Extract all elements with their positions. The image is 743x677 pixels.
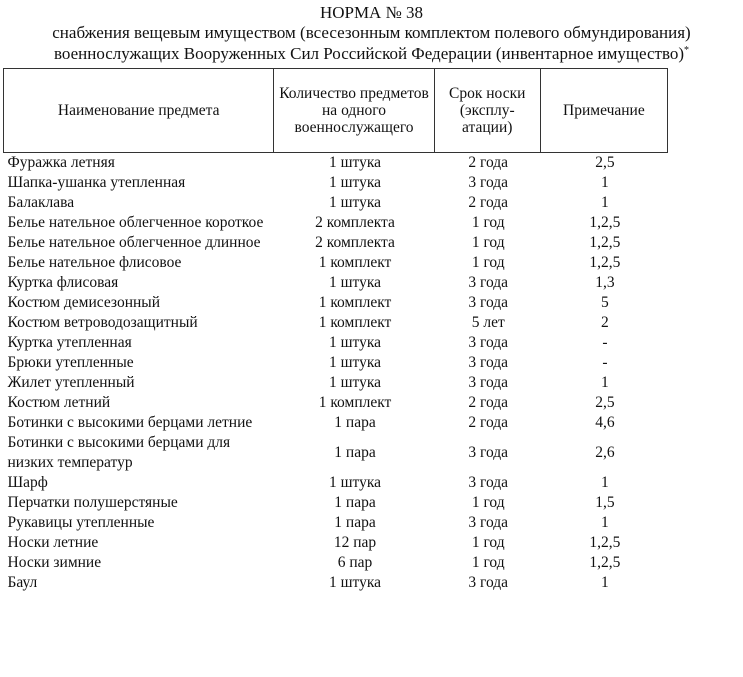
- cell-item-name: Костюм демисезонный: [7, 294, 161, 311]
- table-row: [4, 433, 668, 473]
- cell-note: 1: [601, 174, 609, 191]
- cell-note: 2,5: [595, 394, 615, 411]
- cell-note: 1: [601, 374, 609, 391]
- cell-item-name: Костюм ветроводозащитный: [7, 314, 198, 331]
- cell-quantity: 1 штука: [328, 274, 382, 291]
- cell-term: 2 года: [468, 394, 509, 411]
- cell-term: 2 года: [468, 194, 509, 211]
- table-row: [4, 493, 668, 513]
- cell-quantity: 2 комплекта: [315, 234, 395, 251]
- cell-term: 1 год: [471, 494, 505, 511]
- document-subtitle-line-1: снабжения вещевым имуществом (всесезонным комплектом полевого обмундирования): [52, 23, 691, 42]
- document-subtitle-line-2: [0, 44, 743, 64]
- table-row: [4, 413, 668, 433]
- table-row: [4, 193, 668, 213]
- table-row: [4, 273, 668, 293]
- cell-quantity: 6 пар: [337, 554, 373, 571]
- cell-term: 5 лет: [471, 314, 505, 331]
- cell-term: 1 год: [471, 234, 505, 251]
- cell-quantity: 1 штука: [328, 174, 382, 191]
- cell-quantity: 1 штука: [328, 194, 382, 211]
- table-row: [4, 553, 668, 573]
- table-row: [4, 573, 668, 593]
- header-note: Примечание: [540, 69, 667, 153]
- cell-item-name: Куртка флисовая: [7, 274, 119, 291]
- cell-quantity: 1 комплект: [318, 314, 392, 331]
- footnote-mark: *: [684, 45, 690, 56]
- cell-item-name: Белье нательное флисовое: [7, 254, 182, 271]
- cell-quantity: 12 пар: [333, 534, 377, 551]
- cell-note: 1,2,5: [589, 214, 621, 231]
- cell-note: 2,5: [595, 154, 615, 171]
- cell-item-name: Куртка утепленная: [7, 334, 132, 351]
- cell-note: 2: [601, 314, 609, 331]
- table-body: [4, 153, 668, 594]
- cell-item-name: Костюм летний: [7, 394, 111, 411]
- cell-item-name: Белье нательное облегченное короткое: [7, 214, 264, 231]
- cell-note: 5: [601, 294, 609, 311]
- cell-term: 3 года: [468, 334, 509, 351]
- table-row: [4, 533, 668, 553]
- cell-note: 4,6: [595, 414, 615, 431]
- table-row: [4, 373, 668, 393]
- cell-quantity: 1 штука: [328, 574, 382, 591]
- cell-note: 1,3: [595, 274, 615, 291]
- table-row: [4, 353, 668, 373]
- table-row: [4, 333, 668, 353]
- cell-quantity: 1 комплект: [318, 394, 392, 411]
- cell-quantity: 1 штука: [328, 154, 382, 171]
- cell-term: 3 года: [468, 574, 509, 591]
- supply-norm-table: [3, 68, 668, 593]
- cell-term: 1 год: [471, 214, 505, 231]
- cell-item-name: Балаклава: [7, 194, 75, 211]
- cell-note: 1,2,5: [589, 554, 621, 571]
- header-term: Срок носки (эксплу-атации): [434, 69, 540, 153]
- cell-quantity: 1 штука: [328, 374, 382, 391]
- cell-term: 3 года: [468, 444, 509, 461]
- cell-item-name: Носки зимние: [7, 554, 102, 571]
- cell-item-name: Белье нательное облегченное длинное: [7, 234, 261, 251]
- cell-item-name: Ботинки с высокими берцами летние: [7, 414, 253, 431]
- table-row: [4, 233, 668, 253]
- table-row: [4, 213, 668, 233]
- cell-note: 1: [601, 574, 609, 591]
- table-row: [4, 153, 668, 174]
- table-row: [4, 173, 668, 193]
- cell-item-name: Шапка-ушанка утепленная: [7, 174, 186, 191]
- cell-note: 1,5: [595, 494, 615, 511]
- cell-quantity: 1 пара: [334, 494, 376, 511]
- cell-item-name: Фуражка летняя: [7, 154, 115, 171]
- cell-item-name: Рукавицы утепленные: [7, 514, 155, 531]
- cell-term: 1 год: [471, 554, 505, 571]
- table-row: [4, 253, 668, 273]
- cell-note: 1,2,5: [589, 234, 621, 251]
- cell-item-name: Перчатки полушерстяные: [7, 494, 178, 511]
- cell-item-name: Брюки утепленные: [7, 354, 134, 371]
- header-item-name: Наименование предмета: [4, 69, 274, 153]
- cell-quantity: 1 штука: [328, 474, 382, 491]
- table-header-row: [4, 69, 668, 153]
- cell-note: 1: [601, 194, 609, 211]
- table-row: [4, 473, 668, 493]
- header-quantity: Количество предметов на одного военнослужащего: [274, 69, 434, 153]
- cell-quantity: 1 штука: [328, 354, 382, 371]
- cell-item-name: Носки летние: [7, 534, 99, 551]
- cell-term: 3 года: [468, 374, 509, 391]
- cell-quantity: 1 комплект: [318, 254, 392, 271]
- cell-item-name: Жилет утепленный: [7, 374, 135, 391]
- cell-quantity: 1 пара: [334, 444, 376, 461]
- table-row: [4, 513, 668, 533]
- cell-note: 1,2,5: [589, 534, 621, 551]
- cell-item-name: Баул: [7, 574, 38, 591]
- cell-term: 3 года: [468, 294, 509, 311]
- cell-quantity: 1 комплект: [318, 294, 392, 311]
- cell-term: 3 года: [468, 354, 509, 371]
- table-row: [4, 313, 668, 333]
- cell-quantity: 2 комплекта: [315, 214, 395, 231]
- cell-item-name: Ботинки с высокими берцами для низких температур: [7, 434, 231, 471]
- cell-term: 3 года: [468, 174, 509, 191]
- cell-term: 3 года: [468, 274, 509, 291]
- cell-term: 1 год: [471, 254, 505, 271]
- cell-quantity: 1 пара: [334, 514, 376, 531]
- cell-note: 1: [601, 514, 609, 531]
- cell-note: 2,6: [595, 444, 615, 461]
- cell-note: -: [602, 354, 608, 371]
- cell-term: 3 года: [468, 514, 509, 531]
- cell-note: 1: [601, 474, 609, 491]
- cell-term: 2 года: [468, 414, 509, 431]
- cell-quantity: 1 пара: [334, 414, 376, 431]
- cell-term: 2 года: [468, 154, 509, 171]
- cell-note: -: [602, 334, 608, 351]
- cell-term: 1 год: [471, 534, 505, 551]
- document-subtitle-text: военнослужащих Вооруженных Сил Российской Федерации (инвентарное имущество): [53, 44, 685, 63]
- cell-term: 3 года: [468, 474, 509, 491]
- table-row: [4, 293, 668, 313]
- document-title: НОРМА № 38: [319, 3, 424, 22]
- cell-item-name: Шарф: [7, 474, 48, 491]
- cell-quantity: 1 штука: [328, 334, 382, 351]
- table-row: [4, 393, 668, 413]
- cell-note: 1,2,5: [589, 254, 621, 271]
